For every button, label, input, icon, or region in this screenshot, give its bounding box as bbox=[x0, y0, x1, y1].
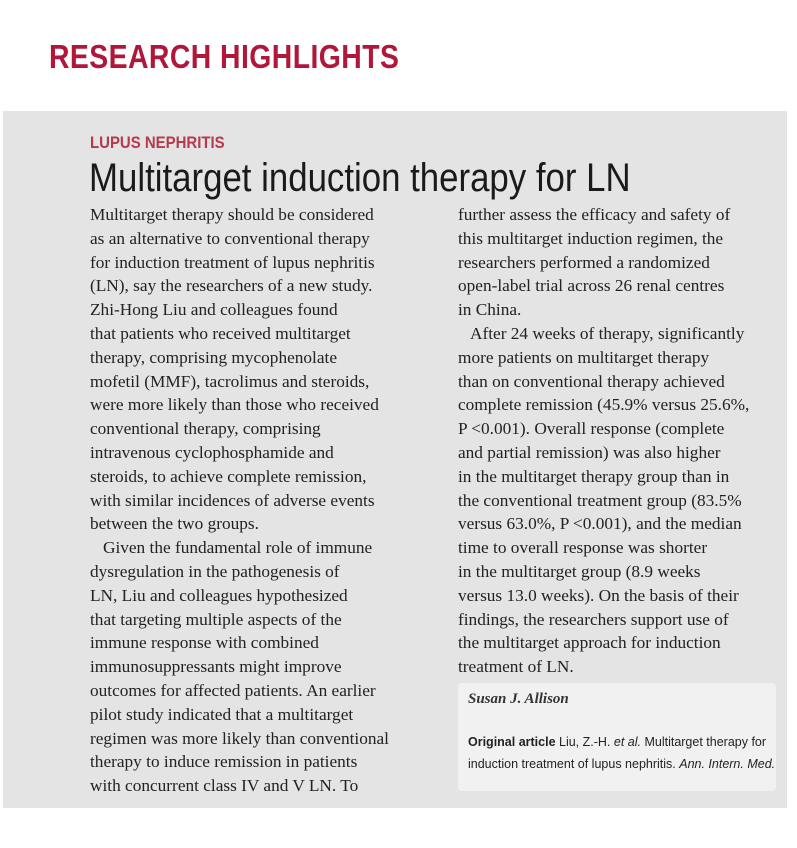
text-line: this multitarget induction regimen, the bbox=[458, 228, 724, 248]
article-column-1 bbox=[90, 203, 389, 798]
text-line: more patients on multitarget therapy bbox=[458, 347, 710, 367]
article-column-2 bbox=[458, 203, 749, 679]
text-line: treatment of LN. bbox=[458, 657, 574, 677]
text-line: further assess the efficacy and safety of bbox=[458, 205, 731, 224]
text-line: Multitarget therapy should be considered bbox=[90, 205, 374, 224]
reference-authors: Liu, Z.-H. bbox=[555, 735, 614, 749]
text-line: versus 63.0%, P <0.001), and the median bbox=[458, 514, 742, 534]
text-line: researchers performed a randomized bbox=[458, 252, 710, 272]
text-line: were more likely than those who received bbox=[90, 395, 379, 415]
article-kicker: LUPUS NEPHRITIS bbox=[90, 133, 225, 152]
text-line: between the two groups. bbox=[90, 514, 259, 534]
original-article-reference bbox=[468, 731, 775, 775]
section-title: RESEARCH HIGHLIGHTS bbox=[49, 38, 400, 75]
text-line: Given the fundamental role of immune bbox=[90, 538, 373, 558]
text-line: immunosuppressants might improve bbox=[90, 657, 342, 677]
reference-etal: et al. bbox=[613, 735, 641, 749]
text-line: as an alternative to conventional therapy bbox=[90, 228, 370, 248]
reference-line-2 bbox=[468, 753, 775, 775]
text-line: the conventional treatment group (83.5% bbox=[458, 490, 742, 510]
text-line: therapy, comprising mycophenolate bbox=[90, 347, 337, 367]
text-line: that targeting multiple aspects of the bbox=[90, 609, 342, 629]
text-line: LN, Liu and colleagues hypothesized bbox=[90, 585, 348, 605]
text-line: for induction treatment of lupus nephritis bbox=[90, 252, 375, 272]
reference-label: Original article bbox=[468, 735, 556, 749]
text-line: open-label trial across 26 renal centres bbox=[458, 276, 725, 296]
text-line: that patients who received multitarget bbox=[90, 323, 351, 343]
text-line: P <0.001). Overall response (complete bbox=[458, 419, 725, 439]
text-line: After 24 weeks of therapy, significantly bbox=[458, 323, 745, 343]
text-line: than on conventional therapy achieved bbox=[458, 371, 725, 391]
text-line: and partial remission) was also higher bbox=[458, 442, 721, 462]
article-title: Multitarget induction therapy for LN bbox=[89, 156, 631, 200]
reference-title-cont: induction treatment of lupus nephritis. bbox=[468, 757, 680, 771]
text-line: immune response with combined bbox=[90, 633, 319, 653]
text-line: (LN), say the researchers of a new study. bbox=[90, 276, 373, 296]
reference-journal: Ann. Intern. Med. bbox=[679, 757, 776, 771]
text-line: in China. bbox=[458, 300, 522, 320]
text-line: in the multitarget therapy group than in bbox=[458, 466, 730, 486]
text-line: time to overall response was shorter bbox=[458, 538, 708, 558]
reference-title: Multitarget therapy for bbox=[640, 735, 767, 749]
text-line: regimen was more likely than conventional bbox=[90, 728, 389, 748]
text-line: complete remission (45.9% versus 25.6%, bbox=[458, 395, 750, 415]
text-line: outcomes for affected patients. An earlier bbox=[90, 680, 376, 700]
text-line: pilot study indicated that a multitarget bbox=[90, 704, 354, 724]
text-line: with similar incidences of adverse events bbox=[90, 490, 375, 510]
text-line: intravenous cyclophosphamide and bbox=[90, 442, 334, 462]
text-line: Zhi-Hong Liu and colleagues found bbox=[90, 300, 338, 320]
text-line: therapy to induce remission in patients bbox=[90, 752, 358, 772]
text-line: versus 13.0 weeks). On the basis of their bbox=[458, 585, 739, 605]
text-line: in the multitarget group (8.9 weeks bbox=[458, 561, 701, 581]
reference-card bbox=[458, 683, 776, 791]
text-line: steroids, to achieve complete remission, bbox=[90, 466, 367, 486]
author-name: Susan J. Allison bbox=[468, 691, 569, 707]
text-line: findings, the researchers support use of bbox=[458, 609, 729, 629]
text-line: conventional therapy, comprising bbox=[90, 419, 321, 439]
reference-line-1 bbox=[468, 731, 775, 753]
text-line: the multitarget approach for induction bbox=[458, 633, 721, 653]
text-line: dysregulation in the pathogenesis of bbox=[90, 561, 340, 581]
text-line: with concurrent class IV and V LN. To bbox=[90, 776, 359, 796]
text-line: mofetil (MMF), tacrolimus and steroids, bbox=[90, 371, 370, 391]
